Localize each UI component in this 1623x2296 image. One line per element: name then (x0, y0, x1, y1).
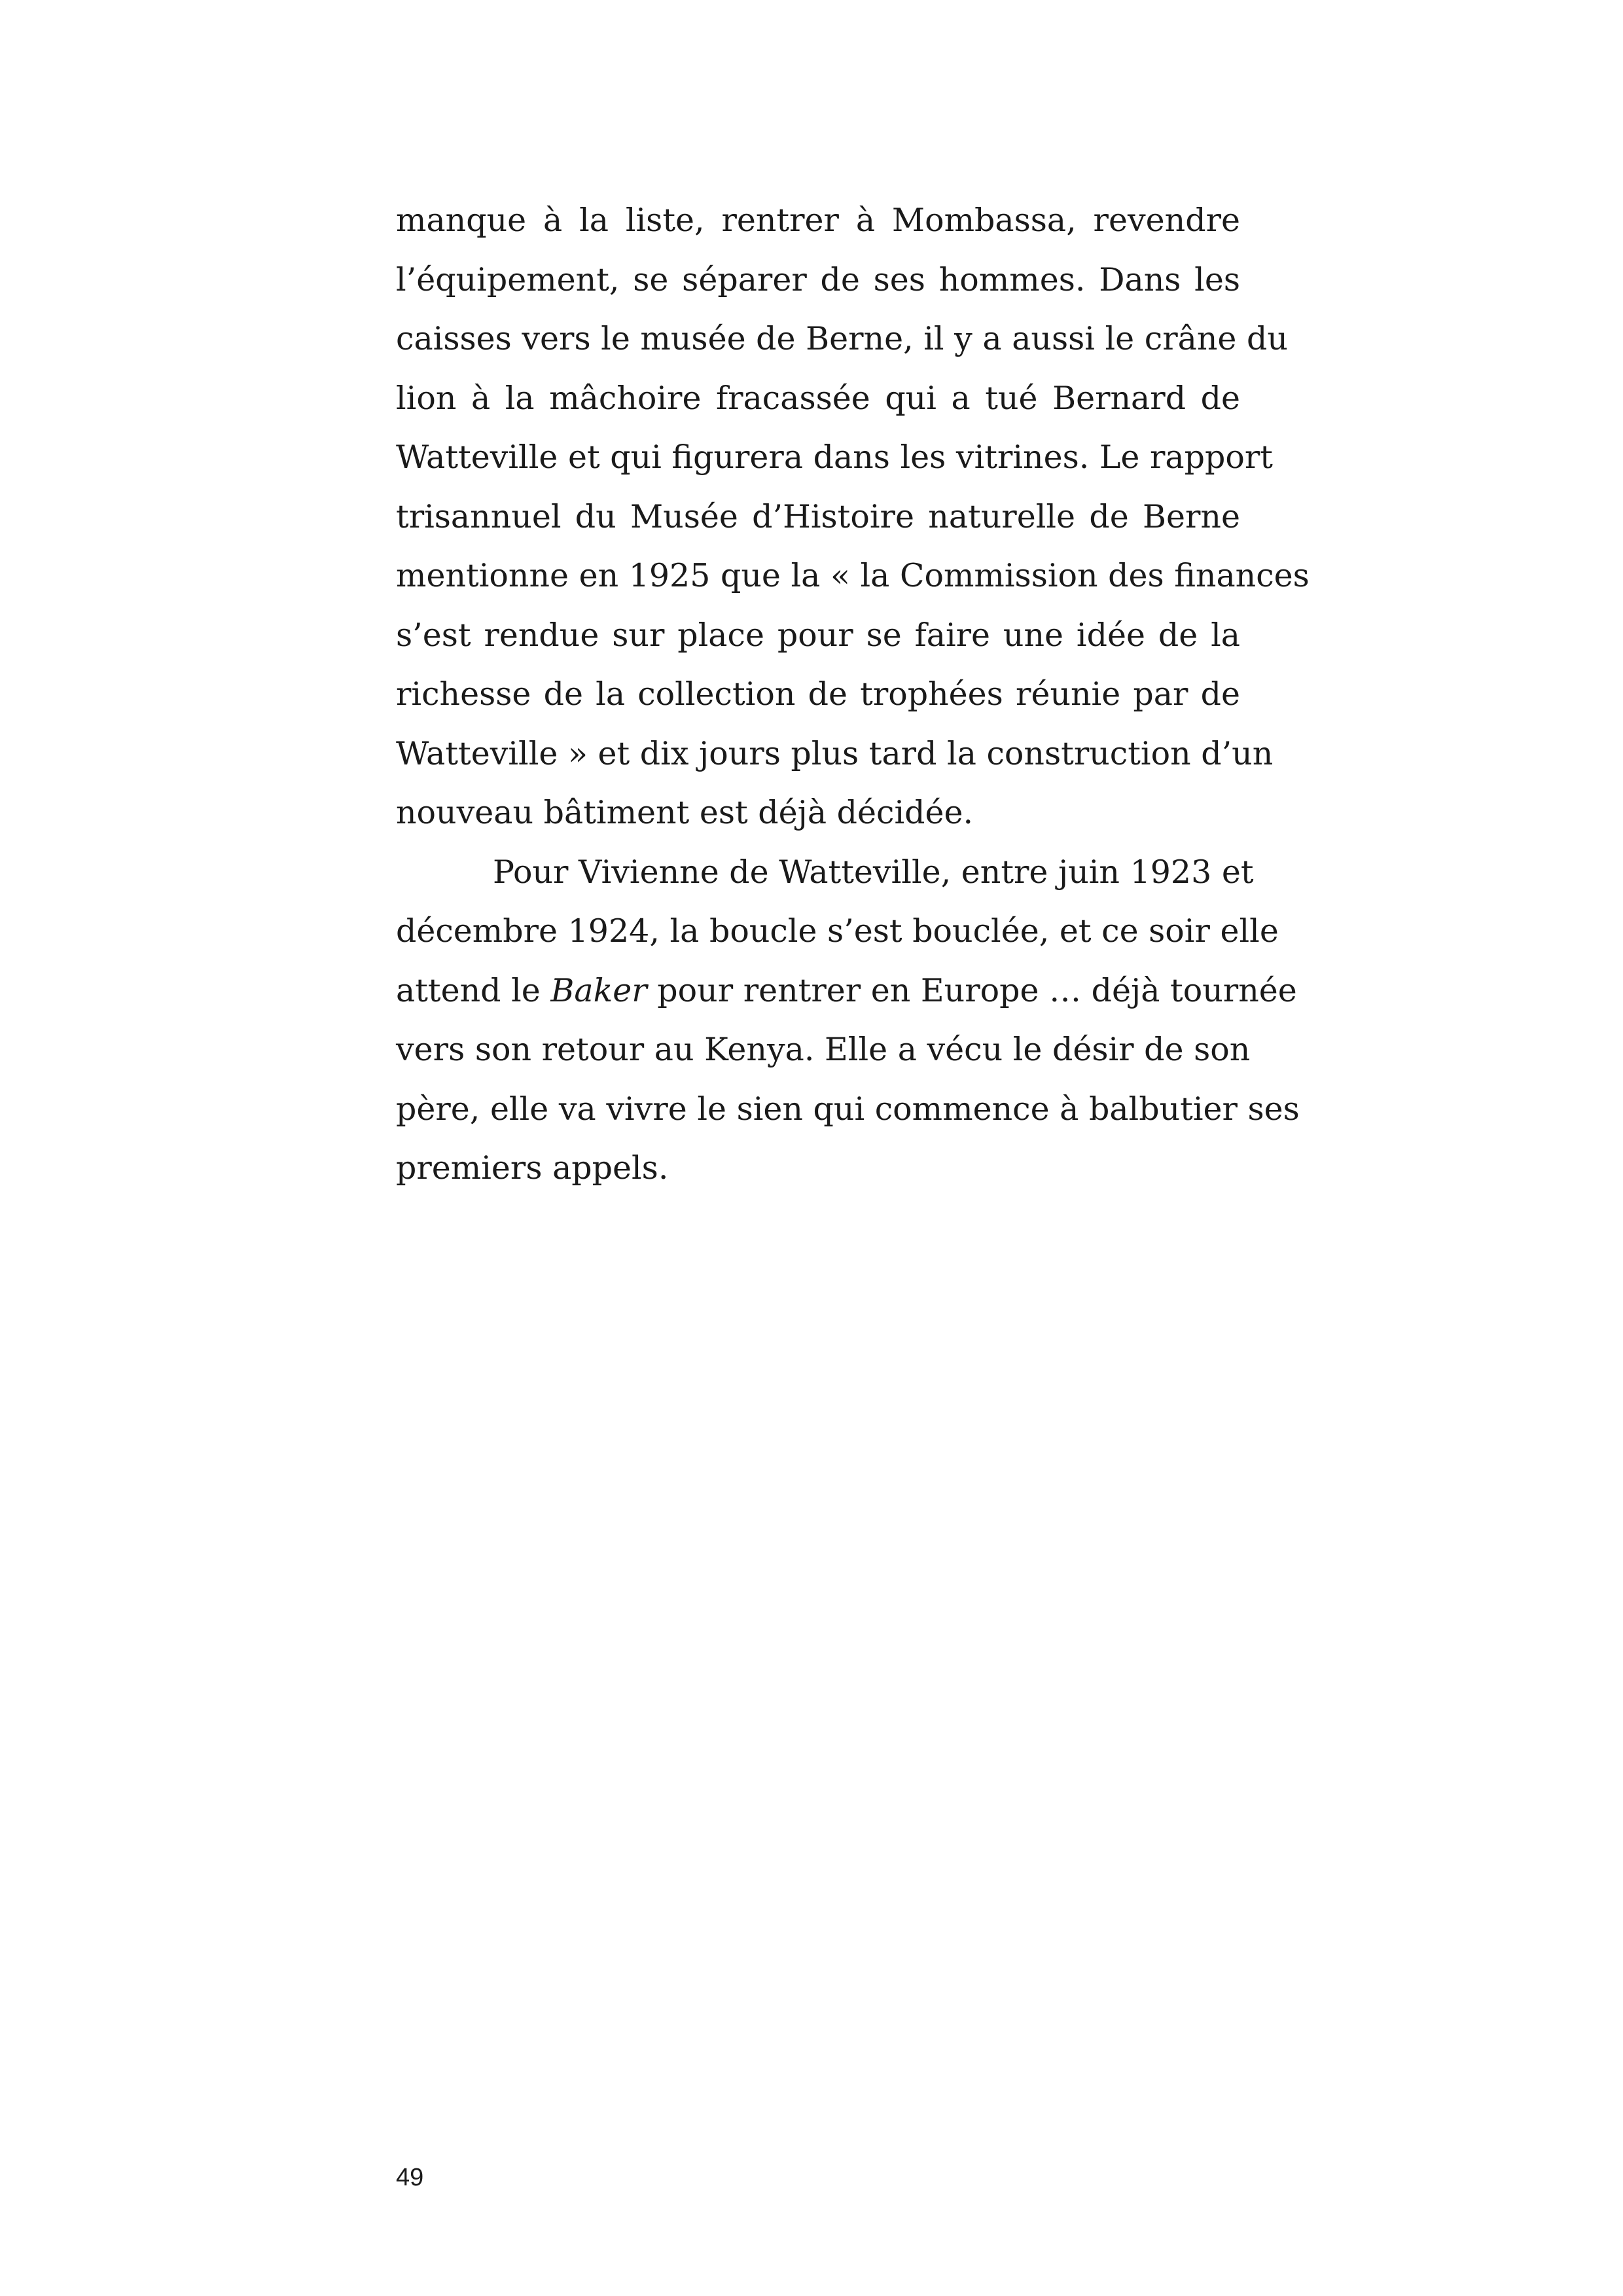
text-line: lion à la mâchoire fracassée qui a tué Bernard de (396, 379, 1240, 417)
text-line: mentionne en 1925 que la « la Commission des finances (396, 557, 1310, 594)
ship-name-italic: Baker (550, 971, 647, 1009)
text-line: vers son retour au Kenya. Elle a vécu le désir de son (396, 1031, 1251, 1068)
text-line: s’est rendue sur place pour se faire une idée de la (396, 616, 1240, 654)
text-line: manque à la liste, rentrer à Mombassa, revendre (396, 202, 1240, 239)
text-line: l’équipement, se séparer de ses hommes. Dans les (396, 260, 1240, 298)
text-line: Pour Vivienne de Watteville, entre juin 1923 et (493, 853, 1254, 891)
text-line: richesse de la collection de trophées réunie par de (396, 675, 1240, 713)
text-line: premiers appels. (396, 1149, 669, 1187)
text-segment: attend le (396, 971, 551, 1009)
text-line-with-italic (396, 961, 1297, 1021)
text-segment: pour rentrer en Europe … déjà tournée (647, 971, 1297, 1009)
text-line: caisses vers le musée de Berne, il y a aussi le crâne du (396, 320, 1288, 357)
text-line: Watteville et qui figurera dans les vitrines. Le rapport (396, 439, 1273, 476)
page-number: 49 (396, 2164, 424, 2191)
text-line: décembre 1924, la boucle s’est bouclée, et ce soir elle (396, 912, 1279, 950)
text-line: père, elle va vivre le sien qui commence à balbutier ses (396, 1090, 1300, 1128)
text-line: trisannuel du Musée d’Histoire naturelle de Berne (396, 497, 1240, 535)
body-text (396, 191, 1310, 1198)
text-line: nouveau bâtiment est déjà décidée. (396, 794, 974, 831)
text-line: Watteville » et dix jours plus tard la construction d’un (396, 734, 1274, 772)
